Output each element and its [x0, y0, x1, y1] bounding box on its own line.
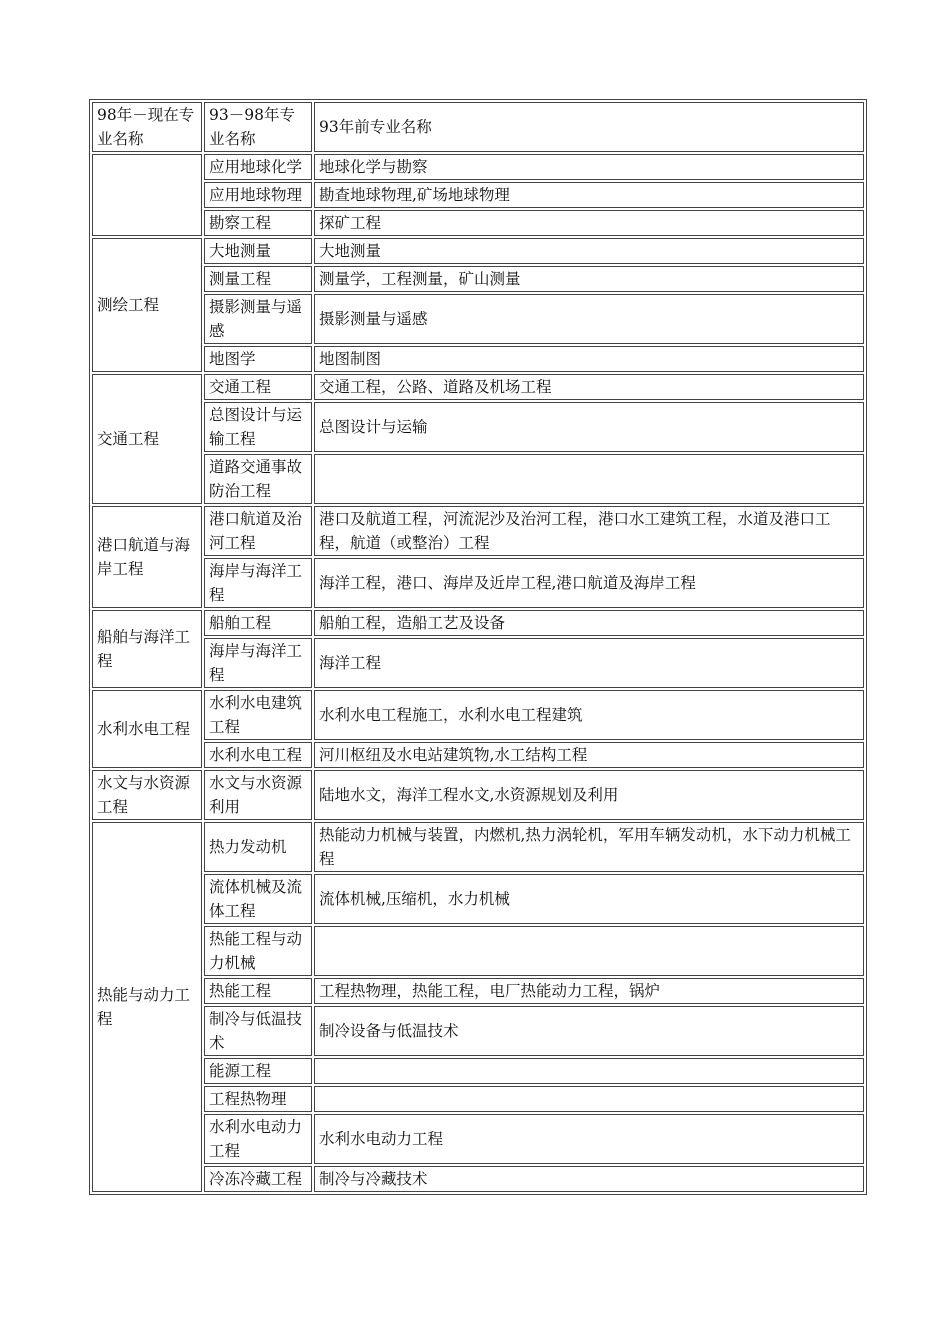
major-93-98-cell: 流体机械及流体工程 [204, 874, 312, 924]
table-row [92, 770, 864, 820]
table-row [92, 1006, 864, 1056]
major-93-98-cell: 应用地球化学 [204, 154, 312, 180]
major-93-98-cell: 勘察工程 [204, 210, 312, 236]
major-pre-93-cell: 港口及航道工程，河流泥沙及治河工程，港口水工建筑工程，水道及港口工程，航道（或整治）工程 [314, 506, 864, 556]
table-row [92, 874, 864, 924]
major-93-98-cell: 水文与水资源利用 [204, 770, 312, 820]
major-93-98-cell: 测量工程 [204, 266, 312, 292]
table-row [92, 182, 864, 208]
major-pre-93-cell: 陆地水文，海洋工程水文,水资源规划及利用 [314, 770, 864, 820]
table-row [92, 1086, 864, 1112]
group-cell: 测绘工程 [92, 238, 202, 372]
major-pre-93-cell [314, 926, 864, 976]
table-row [92, 822, 864, 872]
major-pre-93-cell: 海洋工程 [314, 638, 864, 688]
major-93-98-cell: 水利水电建筑工程 [204, 690, 312, 740]
major-93-98-cell: 总图设计与运输工程 [204, 402, 312, 452]
table-row [92, 294, 864, 344]
major-93-98-cell: 水利水电工程 [204, 742, 312, 768]
header-cell-pre-93: 93年前专业名称 [314, 102, 864, 152]
major-93-98-cell: 能源工程 [204, 1058, 312, 1084]
table-row [92, 346, 864, 372]
table-row [92, 266, 864, 292]
major-pre-93-cell: 热能动力机械与装置，内燃机,热力涡轮机，军用车辆发动机，水下动力机械工程 [314, 822, 864, 872]
table-row [92, 638, 864, 688]
major-93-98-cell: 港口航道及治河工程 [204, 506, 312, 556]
header-row [92, 102, 864, 152]
header-cell-current: 98年－现在专业名称 [92, 102, 202, 152]
table-row [92, 1166, 864, 1192]
major-pre-93-cell: 工程热物理，热能工程，电厂热能动力工程，锅炉 [314, 978, 864, 1004]
major-93-98-cell: 制冷与低温技术 [204, 1006, 312, 1056]
major-93-98-cell: 水利水电动力工程 [204, 1114, 312, 1164]
group-cell: 交通工程 [92, 374, 202, 504]
major-pre-93-cell: 交通工程，公路、道路及机场工程 [314, 374, 864, 400]
major-pre-93-cell: 大地测量 [314, 238, 864, 264]
major-93-98-cell: 应用地球物理 [204, 182, 312, 208]
group-cell: 水利水电工程 [92, 690, 202, 768]
major-pre-93-cell: 地图制图 [314, 346, 864, 372]
header-cell-93-98: 93－98年专业名称 [204, 102, 312, 152]
table-row [92, 210, 864, 236]
major-pre-93-cell: 地球化学与勘察 [314, 154, 864, 180]
table-row [92, 1058, 864, 1084]
table-row [92, 506, 864, 556]
table-row [92, 402, 864, 452]
group-cell: 船舶与海洋工程 [92, 610, 202, 688]
group-cell: 热能与动力工程 [92, 822, 202, 1192]
table-row [92, 374, 864, 400]
major-pre-93-cell [314, 454, 864, 504]
major-pre-93-cell: 水利水电工程施工，水利水电工程建筑 [314, 690, 864, 740]
major-pre-93-cell: 水利水电动力工程 [314, 1114, 864, 1164]
major-pre-93-cell: 船舶工程，造船工艺及设备 [314, 610, 864, 636]
major-names-table [89, 99, 867, 1195]
major-93-98-cell: 热能工程 [204, 978, 312, 1004]
major-pre-93-cell: 探矿工程 [314, 210, 864, 236]
table-row [92, 610, 864, 636]
table-row [92, 978, 864, 1004]
table-row [92, 454, 864, 504]
group-cell: 水文与水资源工程 [92, 770, 202, 820]
major-93-98-cell: 摄影测量与遥感 [204, 294, 312, 344]
major-93-98-cell: 船舶工程 [204, 610, 312, 636]
major-93-98-cell: 地图学 [204, 346, 312, 372]
table-row [92, 690, 864, 740]
table-row [92, 238, 864, 264]
major-pre-93-cell: 摄影测量与遥感 [314, 294, 864, 344]
table-row [92, 1114, 864, 1164]
major-pre-93-cell [314, 1058, 864, 1084]
major-93-98-cell: 道路交通事故防治工程 [204, 454, 312, 504]
major-pre-93-cell [314, 1086, 864, 1112]
major-pre-93-cell: 总图设计与运输 [314, 402, 864, 452]
major-93-98-cell: 工程热物理 [204, 1086, 312, 1112]
major-93-98-cell: 冷冻冷藏工程 [204, 1166, 312, 1192]
major-pre-93-cell: 河川枢纽及水电站建筑物,水工结构工程 [314, 742, 864, 768]
major-93-98-cell: 交通工程 [204, 374, 312, 400]
major-pre-93-cell: 制冷设备与低温技术 [314, 1006, 864, 1056]
major-93-98-cell: 大地测量 [204, 238, 312, 264]
group-cell [92, 154, 202, 236]
major-93-98-cell: 海岸与海洋工程 [204, 638, 312, 688]
major-pre-93-cell: 测量学，工程测量，矿山测量 [314, 266, 864, 292]
group-cell: 港口航道与海岸工程 [92, 506, 202, 608]
major-pre-93-cell: 制冷与冷藏技术 [314, 1166, 864, 1192]
table-row [92, 742, 864, 768]
major-93-98-cell: 热力发动机 [204, 822, 312, 872]
major-93-98-cell: 热能工程与动力机械 [204, 926, 312, 976]
table-row [92, 926, 864, 976]
major-93-98-cell: 海岸与海洋工程 [204, 558, 312, 608]
major-pre-93-cell: 勘查地球物理,矿场地球物理 [314, 182, 864, 208]
table-row [92, 558, 864, 608]
major-pre-93-cell: 流体机械,压缩机，水力机械 [314, 874, 864, 924]
major-pre-93-cell: 海洋工程，港口、海岸及近岸工程,港口航道及海岸工程 [314, 558, 864, 608]
table-row [92, 154, 864, 180]
